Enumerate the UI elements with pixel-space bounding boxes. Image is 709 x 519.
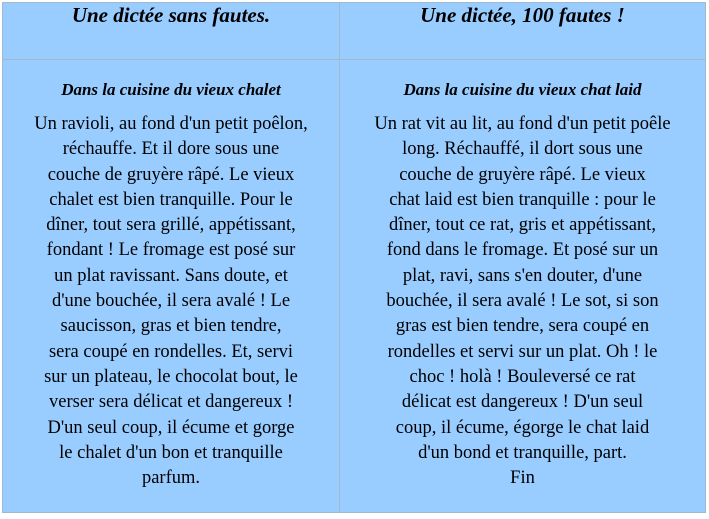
header-right: Une dictée, 100 fautes ! <box>340 3 706 60</box>
text-line: d'un bond et tranquille, part. <box>418 442 627 463</box>
text-line: saucisson, gras et bien tendre, <box>60 316 282 337</box>
subtitle-right: Dans la cuisine du vieux chat laid <box>403 80 642 99</box>
text-line: couche de gruyère râpé. Le vieux <box>399 164 646 185</box>
text-line: fond dans le fromage. Et posé sur un <box>386 240 659 261</box>
text-line: réchauffe. Et il dore sous une <box>62 139 280 160</box>
text-right <box>340 112 705 491</box>
text-line: le chalet d'un bon et tranquille <box>59 442 283 463</box>
text-line: long. Réchauffé, il dort sous une <box>402 139 643 160</box>
text-line: gras est bien tendre, sera coupé en <box>395 316 650 337</box>
text-line: D'un seul coup, il écume et gorge <box>47 417 295 438</box>
text-line: fondant ! Le fromage est posé sur <box>46 240 296 261</box>
text-line: parfum. <box>141 468 201 489</box>
text-line: rondelles et servi sur un plat. Oh ! le <box>387 341 658 362</box>
text-line: dîner, tout ce rat, gris et appétissant, <box>389 215 656 236</box>
text-line: Un ravioli, au fond d'un petit poêlon, <box>34 114 308 134</box>
text-line: sur un plateau, le chocolat bout, le <box>44 366 298 387</box>
body-left <box>3 60 340 513</box>
subtitle-left: Dans la cuisine du vieux chalet <box>61 80 281 99</box>
body-row <box>3 60 706 513</box>
text-line: un plat ravissant. Sans doute, et <box>54 265 288 286</box>
text-line: couche de gruyère râpé. Le vieux <box>47 164 295 185</box>
text-left <box>3 112 339 491</box>
header-row <box>3 3 706 60</box>
text-line: délicat est dangereux ! D'un seul <box>401 392 644 413</box>
text-line: bouchée, il sera avalé ! Le sot, si son <box>386 291 659 312</box>
text-line: Fin <box>510 468 535 489</box>
header-left: Une dictée sans fautes. <box>3 3 340 60</box>
text-line: plat, ravi, sans s'en douter, d'une <box>402 265 643 286</box>
text-line: verser sera délicat et dangereux ! <box>49 392 293 413</box>
text-line: sera coupé en rondelles. Et, servi <box>48 341 293 362</box>
text-line: chalet est bien tranquille. Pour le <box>49 189 293 210</box>
text-line: Un rat vit au lit, au fond d'un petit poêle <box>374 114 671 134</box>
text-line: chat laid est bien tranquille : pour le <box>389 189 656 210</box>
text-line: coup, il écume, égorge le chat laid <box>395 417 650 438</box>
text-line: d'une bouchée, il sera avalé ! Le <box>51 291 291 312</box>
body-right <box>340 60 706 513</box>
text-line: choc ! holà ! Bouleversé ce rat <box>409 366 636 387</box>
dictee-comparison-table <box>2 2 706 513</box>
text-line: dîner, tout sera grillé, appétissant, <box>46 215 296 236</box>
